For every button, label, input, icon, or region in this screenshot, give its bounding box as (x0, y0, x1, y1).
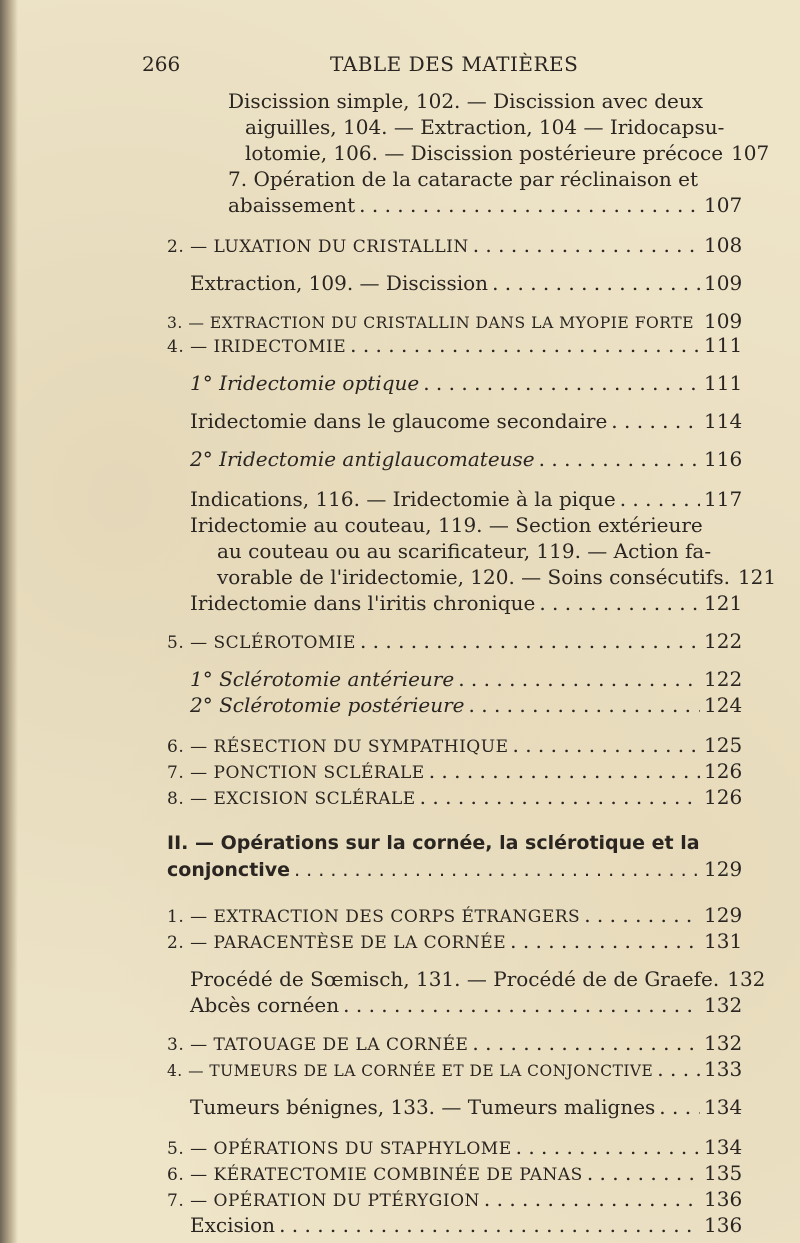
toc-line: Tumeurs bénignes, 133. — Tumeurs malignes . . . 134 (190, 1094, 738, 1120)
page-ref: 108 (704, 233, 743, 257)
toc-chapter-heading: conjonctive . . . 129 (167, 856, 738, 882)
toc-line: Iridectomie au couteau, 119. — Section extérieure (190, 513, 703, 537)
page-ref: 109 (704, 271, 743, 295)
toc-line: lotomie, 106. — Discission postérieure précoce 107 (245, 141, 770, 165)
page-ref: 132 (727, 967, 766, 991)
page-number: 266 (142, 52, 181, 76)
page-ref: 125 (704, 733, 743, 757)
toc-chapter-heading: II. — Opérations sur la cornée, la sclérotique et la (167, 832, 700, 854)
toc-section: 8. — EXCISION SCLÉRALE . . . 126 (167, 784, 738, 810)
toc-line: abaissement . . . 107 (228, 192, 738, 218)
toc-line: Extraction, 109. — Discission . . . 109 (190, 270, 738, 296)
toc-section: 1. — EXTRACTION DES CORPS ÉTRANGERS . . . 129 (167, 902, 738, 928)
toc-line: Discission simple, 102. — Discission avec deux (228, 89, 704, 113)
toc-section: 3. — EXTRACTION DU CRISTALLIN DANS LA MYOPIE FORTE 109 (167, 309, 743, 333)
toc-line: Excision . . . 136 (190, 1212, 738, 1238)
toc-subsection: 1° Iridectomie optique . . . 111 (190, 370, 738, 396)
page-ref: 109 (704, 309, 743, 333)
toc-section: 3. — TATOUAGE DE LA CORNÉE . . . 132 (167, 1030, 738, 1056)
page-ref: 116 (704, 447, 743, 471)
page-ref: 136 (704, 1213, 743, 1237)
toc-section: 5. — OPÉRATIONS DU STAPHYLOME . . . 134 (167, 1134, 738, 1160)
page-ref: 132 (704, 993, 743, 1017)
page-edge-shadow (0, 0, 18, 1243)
page-ref: 133 (704, 1057, 743, 1081)
toc-subsection: 2° Sclérotomie postérieure . . . 124 (190, 692, 738, 718)
page-ref: 107 (704, 193, 743, 217)
page-ref: 135 (704, 1161, 743, 1185)
page-ref: 129 (704, 903, 743, 927)
page-ref: 134 (704, 1135, 743, 1159)
toc-section: 6. — KÉRATECTOMIE COMBINÉE DE PANAS . . . 135 (167, 1160, 738, 1186)
toc-subsection: 2° Iridectomie antiglaucomateuse . . . 116 (190, 446, 738, 472)
page-ref: 134 (704, 1095, 743, 1119)
page-ref: 111 (704, 333, 743, 357)
page-ref: 136 (704, 1187, 743, 1211)
toc-line: 7. Opération de la cataracte par réclinaison et (228, 167, 698, 191)
toc-line: Iridectomie dans le glaucome secondaire . . . 114 (190, 408, 738, 434)
page-ref: 114 (704, 409, 743, 433)
page-ref: 111 (704, 371, 743, 395)
toc-section: 4. — IRIDECTOMIE . . . 111 (167, 332, 738, 358)
page-ref: 129 (704, 857, 743, 881)
running-title: TABLE DES MATIÈRES (330, 52, 579, 76)
toc-section: 7. — OPÉRATION DU PTÉRYGION . . . 136 (167, 1186, 738, 1212)
toc-section: 4. — TUMEURS DE LA CORNÉE ET DE LA CONJONCTIVE . . . 133 (167, 1056, 738, 1082)
page-ref: 107 (731, 141, 770, 165)
page-ref: 121 (737, 565, 777, 589)
page-header (0, 52, 800, 82)
page-ref: 131 (704, 929, 743, 953)
page-ref: 132 (704, 1031, 743, 1055)
toc-line: Procédé de Sœmisch, 131. — Procédé de de Graefe. 132 (190, 967, 766, 991)
toc-line: Iridectomie dans l'iritis chronique . . . 121 (190, 590, 738, 616)
toc-line: aiguilles, 104. — Extraction, 104 — Iridocapsu- (245, 115, 725, 139)
page-ref: 126 (704, 759, 743, 783)
page-ref: 121 (704, 591, 743, 615)
toc-line: Indications, 116. — Iridectomie à la pique . . . 117 (190, 486, 738, 512)
toc-line: Abcès cornéen . . . 132 (190, 992, 738, 1018)
toc-section: 6. — RÉSECTION DU SYMPATHIQUE . . . 125 (167, 732, 738, 758)
page-ref: 117 (704, 487, 743, 511)
toc-section: 2. — LUXATION DU CRISTALLIN . . . 108 (167, 232, 738, 258)
page-ref: 122 (704, 629, 743, 653)
toc-subsection: 1° Sclérotomie antérieure . . . 122 (190, 666, 738, 692)
toc-section: 5. — SCLÉROTOMIE . . . 122 (167, 628, 738, 654)
page-ref: 126 (704, 785, 743, 809)
page-ref: 124 (704, 693, 743, 717)
toc-section: 7. — PONCTION SCLÉRALE . . . 126 (167, 758, 738, 784)
toc-section: 2. — PARACENTÈSE DE LA CORNÉE . . . 131 (167, 928, 738, 954)
toc-line: au couteau ou au scarificateur, 119. — Action fa- (217, 539, 712, 563)
toc-line: vorable de l'iridectomie, 120. — Soins consécutifs. 121 (217, 565, 777, 589)
page-ref: 122 (704, 667, 743, 691)
